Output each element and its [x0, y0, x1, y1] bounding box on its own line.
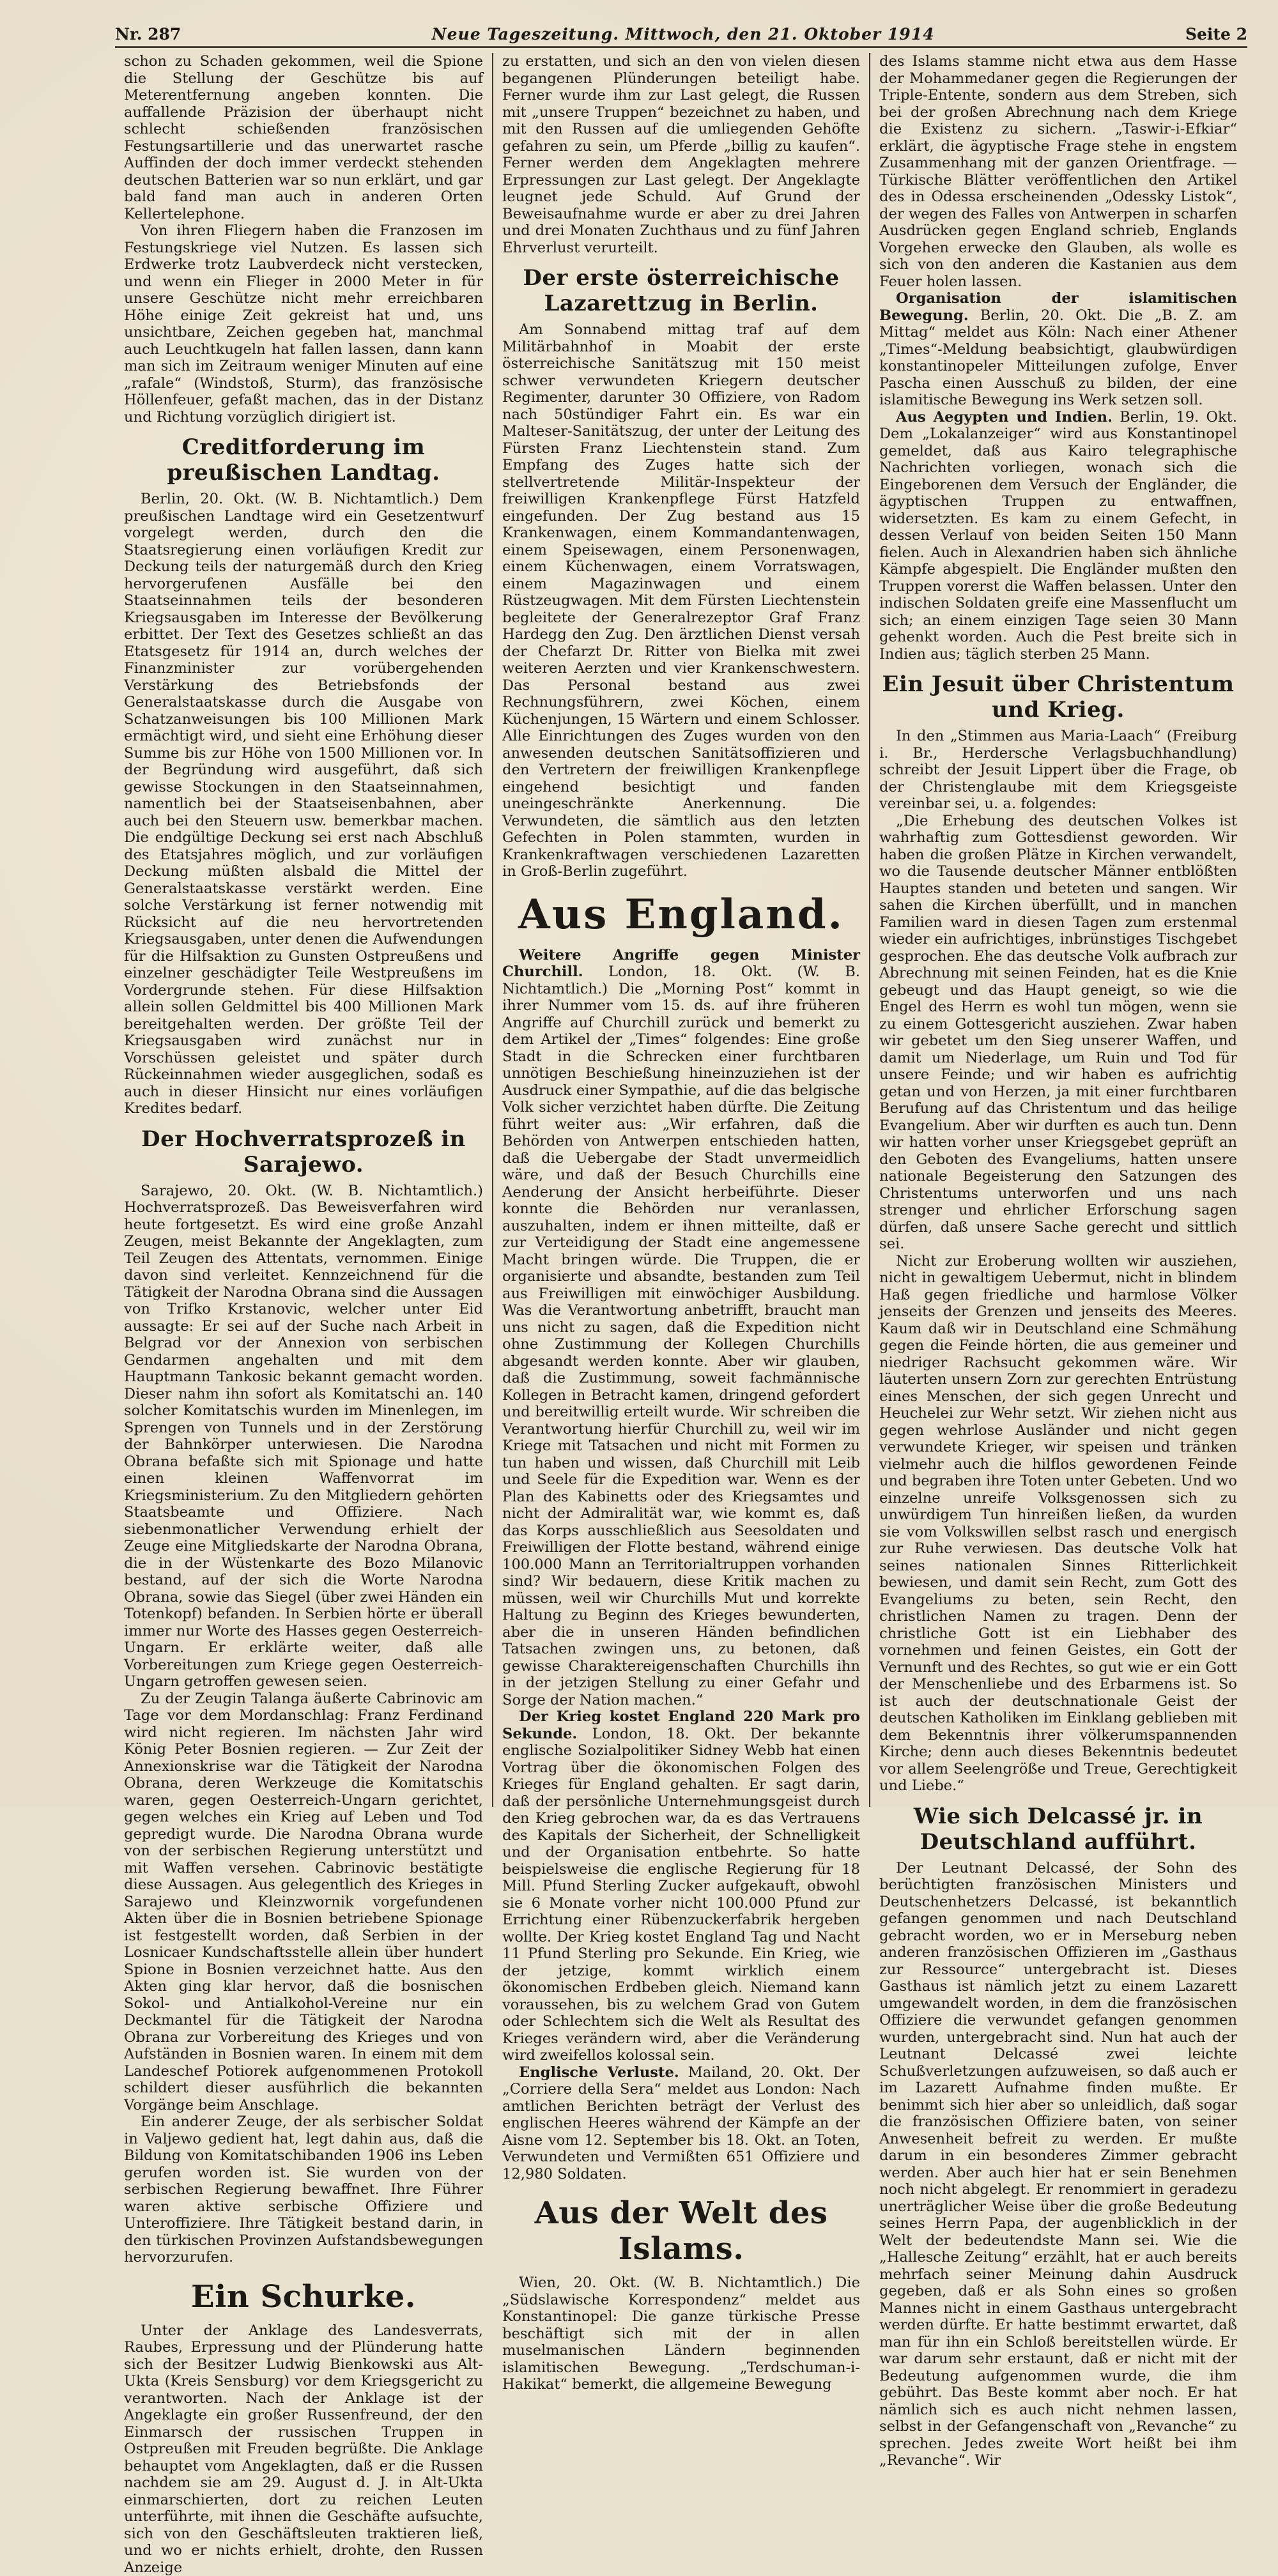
article-text: Berlin, 20. Okt. (W. B. Nichtamtlich.) Dem preußischen Landtage wird ein Gesetzentwurf vorgelegt werden, durch den die Staatsregierung einen vorläufigen Kredit zur Deckung teils der naturgemäß durch den Krieg hervorgerufenen Ausfälle bei den Staatseinnahmen teils der besonderen Kriegsausgaben im Interesse der Bevölkerung erbittet. Der Text des Gesetzes schließt an das Etatsgesetz für 1914 an, durch welches der Finanzminister zur vorübergehenden Verstärkung des Betriebsfonds der Generalstaatskasse durch die Ausgabe von Schatzanweisungen bis 100 Millionen Mark ermächtigt wird, und sieht eine Erhöhung dieser Summe bis zur Höhe von 1500 Millionen vor. In der Begründung wird ausgeführt, daß sich gewisse Stockungen in den Staatseinnahmen, namentlich bei der Staatseisenbahnen, aber auch bei den Steuern usw. bemerkbar machen. Die endgültige Deckung sei erst nach Abschluß des Etatsjahres möglich, und zur vorläufigen Deckung müßten alsbald die Mittel der Generalstaatskasse verstärkt werden. Eine solche Verstärkung ist ferner notwendig mit Rücksicht auf die neu hervortretenden Kriegsausgaben, unter denen die Aufwendungen für die Hilfsaktion zu Gunsten Ostpreußens und einzelner geschädigter Teile Westpreußens im Vordergrunde stehen. Für diese Hilfsaktion allein sollen Geldmittel bis 400 Millionen Mark bereitgehalten werden. Der größte Teil der Kriegsausgaben wird zunächst nur in Vorschüssen geleistet und später durch Rückeinnahmen wieder ausgeglichen, sodaß es auch in dieser Hinsicht nur eines vorläufigen Kredites bedarf. [124, 491, 483, 1117]
column-2 [492, 53, 869, 1807]
article-text: Mailand, 20. Okt. Der „Corriere della Sera“ meldet aus London: Nach amtlichen Berichten beträgt der Verlust des englischen Heeres während der Kämpfe an der Aisne vom 12. September bis 18. Okt. an Toten, Verwundeten und Vermißten 651 Offiziere und 12,980 Soldaten. [502, 2064, 860, 2182]
page-number: Seite 2 [1185, 25, 1247, 43]
headline: Ein Jesuit über Christentum und Krieg. [879, 671, 1237, 723]
headline: Creditforderung im preußischen Landtag. [124, 434, 483, 486]
article-text: Von ihren Fliegern haben die Franzosen im Festungskriege viel Nutzen. Es lassen sich Erdwerke trotz Laubverdeck nicht verstecken, und wenn ein Flieger in 2000 Meter in für unsere Geschütze nicht mehr erreichbaren Höhe einige Zeit gekreist hat und, uns unsichtbare, Zeichen gegeben hat, manchmal auch Leuchtkugeln hat fallen lassen, dann kann man sich im Zeitraum weniger Minuten auf eine „rafale“ (Windstoß, Sturm), das französische Höllenfeuer, gefaßt machen, das in der Distanz und Richtung vorzüglich dirigiert ist. [124, 222, 483, 425]
subheading: Der Krieg kostet England 220 Mark pro Sekunde. [502, 1708, 860, 1742]
headline: Der Hochverratsprozeß in Sarajewo. [124, 1126, 483, 1177]
subheading: Englische Verluste. [519, 2064, 679, 2081]
subheading: Weitere Angriffe gegen Minister Churchill. [502, 947, 860, 981]
article-text: Ein anderer Zeuge, der als serbischer Soldat in Valjewo gedient hat, legt dahin aus, daß die Bildung von Komitatschibanden 1906 ins Leben gerufen worden ist. Sie wurden von der serbischen Regierung bewaffnet. Ihre Führer waren aktive serbische Offiziere und Unteroffiziere. Ihre Tätigkeit bestand darin, in den türkischen Provinzen Aufstandsbewegungen hervorzurufen. [124, 2113, 483, 2266]
article-text: zu erstatten, und sich an den von vielen diesen begangenen Plünderungen beteiligt habe. Ferner wurde ihm zur Last gelegt, die Russen mit „unsere Truppen“ bezeichnet zu haben, und mit den Russen auf die umliegenden Gehöfte gefahren zu sein, um Pferde „billig zu kaufen“. Ferner werden dem Angeklagten mehrere Erpressungen zur Last gelegt. Der Angeklagte leugnet jede Schuld. Auf Grund der Beweisaufnahme wurde er aber zu drei Jahren und drei Monaten Zuchthaus und zu fünf Jahren Ehrverlust verurteilt. [502, 53, 860, 256]
page-header [115, 14, 1247, 48]
headline: Aus der Welt des Islams. [502, 2195, 860, 2267]
headline: Aus England. [502, 892, 860, 938]
article-text: des Islams stamme nicht etwa aus dem Hasse der Mohammedaner gegen die Regierungen der Triple-Entente, sondern aus dem Streben, sich bei der großen Abrechnung nach dem Kriege die Existenz zu sichern. „Taswir-i-Efkiar“ erklärt, die ägyptische Frage stehe in engstem Zusammenhang mit der ganzen Orientfrage. — Türkische Blätter veröffentlichen den Artikel des in Odessa erscheinenden „Odessky Listok“, der wegen des Falles von Antwerpen in scharfen Ausdrücken gegen England schrieb, Englands Vorgehen erwecke den Glauben, als wolle es sich von den anderen die Kastanien aus dem Feuer holen lassen. [879, 53, 1237, 290]
subheading: Organisation der islamitischen Bewegung. [879, 290, 1237, 324]
masthead-title: Neue Tageszeitung. Mittwoch, den 21. Oktober 1914 [432, 25, 935, 43]
article-text: schon zu Schaden gekommen, weil die Spione die Stellung der Geschütze bis auf Meterentfernung angeben konnten. Die auffallende Präzision der überhaupt nicht schlecht schießenden französischen Festungsartillerie und das unerwartet rasche Auffinden der doch immer verdeckt stehenden deutschen Batterien war so nun erklärt, und gar bald fand man auch in anderen Orten Kellertelephone. [124, 53, 483, 222]
column-3 [869, 53, 1246, 1807]
headline: Wie sich Delcassé jr. in Deutschland aufführt. [879, 1804, 1237, 1855]
headline: Ein Schurke. [124, 2279, 483, 2315]
article-text: Berlin, 20. Okt. Die „B. Z. am Mittag“ meldet aus Köln: Nach einer Athener „Times“-Meldung beabsichtigt, glaubwürdigen konstantinopeler Mitteilungen zufolge, Enver Pascha einen Ausschuß zu bilden, der eine islamitische Bewegung ins Werk setzen soll. [879, 307, 1237, 409]
issue-number: Nr. 287 [115, 25, 181, 43]
article-text: Wien, 20. Okt. (W. B. Nichtamtlich.) Die „Südslawische Korrespondenz“ meldet aus Konstantinopel: Die ganze türkische Presse beschäftigt sich mit der in allen muselmanischen Ländern beginnenden islamitischen Bewegung. „Terdschuman-i-Hakikat“ bemerkt, die allgemeine Bewegung [502, 2274, 860, 2393]
article-text: In den „Stimmen aus Maria-Laach“ (Freiburg i. Br., Herdersche Verlagsbuchhandlung) schreibt der Jesuit Lippert über die Frage, ob der Christenglaube mit dem Kriegsgeiste vereinbar sei, u. a. folgendes: [879, 728, 1237, 813]
article-text: Am Sonnabend mittag traf auf dem Militärbahnhof in Moabit der erste österreichische Sanitätszug mit 150 meist schwer verwundeten Kriegern deutscher Regimenter, darunter 30 Offiziere, von Radom nach 50stündiger Fahrt ein. Es war ein Malteser-Sanitätszug, der unter der Leitung des Fürsten Franz Liechtenstein stand. Zum Empfang des Zuges hatte sich der stellvertretende Militär-Inspekteur der freiwilligen Krankenpflege Fürst Hatzfeld eingefunden. Der Zug bestand aus 15 Krankenwagen, einem Kommandantenwagen, einem Speisewagen, einem Personenwagen, einem Küchenwagen, einem Vorratswagen, einem Magazinwagen und einem Rüstzeugwagen. Mit dem Fürsten Liechtenstein begleitete der Generalrezeptor Graf Franz Hardegg den Zug. Den ärztlichen Dienst versah der Chefarzt Dr. Ritter von Bielka mit zwei weiteren Aerzten und vier Krankenschwestern. Das Personal bestand aus zwei Rechnungsführern, zwei Köchen, einem Küchenjungen, 15 Wärtern und einem Schlosser. Alle Einrichtungen des Zuges wurden von den anwesenden deutschen Sanitätsoffizieren und den Vertretern der freiwilligen Krankenpflege eingehend besichtigt und fanden uneingeschränkte Anerkennung. Die Verwundeten, die sämtlich aus den letzten Gefechten in Polen stammten, wurden in Krankenkraftwagen verschiedenen Lazaretten in Groß-Berlin zugeführt. [502, 321, 860, 880]
headline: Der erste österreichische Lazarettzug in Berlin. [502, 265, 860, 316]
subheading: Aus Aegypten und Indien. [896, 409, 1112, 425]
article-text: Sarajewo, 20. Okt. (W. B. Nichtamtlich.) Hochverratsprozeß. Das Beweisverfahren wird heute fortgesetzt. Es wird eine große Anzahl Zeugen, meist Bekannte der Angeklagten, zum Teil Zeugen des Attentats, vernommen. Einige davon sind verleitet. Kennzeichnend für die Tätigkeit der Narodna Obrana sind die Aussagen von Trifko Krstanovic, welcher unter Eid aussagte: Er sei auf der Suche nach Arbeit in Belgrad vor der Annexion von serbischen Gendarmen angehalten und mit dem Hauptmann Tankosic bekannt gemacht worden. Dieser nahm ihn sofort als Komitatschi an. 140 solcher Komitatschis wurden im Minenlegen, im Sprengen von Tunnels und in der Zerstörung der Bahnkörper unterwiesen. Die Narodna Obrana befaßte sich mit Spionage und hatte einen kleinen Waffenvorrat im Kriegsministerium. Zu den Mitgliedern gehörten Staatsbeamte und Offiziere. Nach siebenmonatlicher Verwendung erhielt der Zeuge eine Mitgliedskarte der Narodna Obrana, die in der Wüstenkarte des Bozo Milanovic bestand, auf der sich die Worte Narodna Obrana, sowie das Siegel (über zwei Händen ein Totenkopf) befanden. In Serbien hörte er überall immer nur Worte des Hasses gegen Oesterreich-Ungarn. Er erklärte weiter, daß alle Vorbereitungen zum Kriege gegen Oesterreich-Ungarn getroffen gewesen seien. [124, 1183, 483, 1690]
article-text: Unter der Anklage des Landesverrats, Raubes, Erpressung und der Plünderung hatte sich der Besitzer Ludwig Bienkowski aus Alt-Ukta (Kreis Sensburg) vor dem Kriegsgericht zu verantworten. Nach der Anklage ist der Angeklagte ein großer Russenfreund, der den Einmarsch der russischen Truppen in Ostpreußen mit Freuden begrüßte. Die Anklage behauptet vom Angeklagten, daß er die Russen nachdem sie am 29. August d. J. in Alt-Ukta einmarschierten, dort zu reichen Leuten unterführte, mit ihnen die Geschäfte aufsuchte, sich von den Geschäftsleuten traktieren ließ, und wo er nichts erhielt, drohte, den Russen Anzeige [124, 2322, 483, 2576]
article-text: Zu der Zeugin Talanga äußerte Cabrinovic am Tage vor dem Mordanschlag: Franz Ferdinand wird nicht regieren. Im nächsten Jahr wird König Peter Bosnien regieren. — Zur Zeit der Annexionskrise war die Tätigkeit der Narodna Obrana, deren Werkzeuge die Komitatschis waren, gegen Oesterreich-Ungarn gerichtet, gegen welches ein Krieg auf Leben und Tod gepredigt wurde. Die Narodna Obrana wurde von der serbischen Regierung unterstützt und mit Waffen versehen. Cabrinovic bestätigte diese Aussagen. Aus gelegentlich des Krieges in Sarajewo und Kleinzwornik vorgefundenen Akten über die in Bosnien betriebene Spionage ist festgestellt worden, daß Serbien in der Losnicaer Kundschaftsstelle allein über hundert Spione in Bosnien verzeichnet hatte. Aus den Akten ging klar hervor, daß die bosnischen Sokol- und Antialkohol-Vereine nur ein Deckmantel für die Tätigkeit der Narodna Obrana zur Vorbereitung des Krieges und von Aufständen in Bosnien waren. In einem mit dem Landeschef Potiorek aufgenommenen Protokoll schildert dieser ausführlich die bekannten Vorgänge beim Anschlage. [124, 1690, 483, 2114]
article-text: „Die Erhebung des deutschen Volkes ist wahrhaftig zum Gottesdienst geworden. Wir haben die großen Plätze in Kirchen verwandelt, wo die Tausende deutscher Männer entblößten Hauptes standen und beteten und sangen. Wir sahen die Kirchen überfüllt, und in manchen Familien ward in diesen Tagen zum erstenmal wieder ein aufrichtiges, inbrünstiges Tischgebet gesprochen. Ehe das deutsche Volk aufbrach zur Abrechnung mit seinen Feinden, hat es die Knie gebeugt und das Haupt geneigt, so wie die Engel des Herrn es wohl tun mögen, wenn sie zu einem Gottesgericht ausziehen. Zwar haben wir gebetet um den Sieg unserer Waffen, und damit um Niederlage, um Ruin und Tod für unsere Feinde; und wir haben es aufrichtig getan und von Herzen, ja mit einer furchtbaren Berufung auf das Christentum und das heilige Evangelium. Aber wir durften es auch tun. Denn wir hatten vorher unser Kriegsgebet geprüft an den Geboten des Evangeliums, hatten unsere nationale Begeisterung den Satzungen des Christentums unterworfen und uns nach strenger und ehrlicher Erforschung sagen dürfen, daß unsere Sache gerecht und sittlich sei. [879, 813, 1237, 1253]
article-text: Berlin, 19. Okt. Dem „Lokalanzeiger“ wird aus Konstantinopel gemeldet, daß aus Kairo telegraphische Nachrichten vorliegen, wonach sich die Eingeborenen dem Versuch der Engländer, die ägyptischen Truppen zu entwaffnen, widersetzten. Es kam zu einem Gefecht, in dessen Verlauf von beiden Seiten 150 Mann fielen. Auch in Alexandrien haben sich ähnliche Kämpfe abgespielt. Die Engländer mußten den Truppen vorerst die Waffen belassen. Unter den indischen Soldaten greife eine Massenflucht um sich; an einem einzigen Tage seien 30 Mann gehenkt worden. Auch die Pest breite sich in Indien aus; täglich sterben 25 Mann. [879, 409, 1237, 663]
column-1 [115, 53, 492, 1807]
article-text: Der Leutnant Delcassé, der Sohn des berüchtigten französischen Ministers und Deutschenhetzers Delcassé, ist bekanntlich gefangen genommen und nach Deutschland gebracht worden, wo er in Merseburg neben anderen französischen Offizieren im „Gasthaus zur Ressource“ untergebracht ist. Dieses Gasthaus ist nämlich jetzt zu einem Lazarett umgewandelt worden, in dem die französischen Offiziere die verwundet gefangen genommen wurden, untergebracht sind. Nun hat auch der Leutnant Delcassé zwei leichte Schußverletzungen aufzuweisen, so daß auch er im Lazarett Aufnahme finden mußte. Er benimmt sich hier aber so unleidlich, daß sogar die französischen Offiziere baten, von seiner Anwesenheit befreit zu werden. Er mußte darum in ein besonderes Zimmer gebracht werden. Aber auch hier hat er sein Benehmen noch nicht abgelegt. Er renommiert in geradezu unerträglicher Weise über die große Bedeutung seines Herrn Papa, der augenblicklich in der Welt der bedeutendste Mann sei. Wie die „Hallesche Zeitung“ erzählt, hat er auch bereits mehrfach seiner Meinung dahin Ausdruck gegeben, daß er als Sohn eines so großen Mannes nicht in einem Gasthaus untergebracht werden dürfte. Er hatte bestimmt erwartet, daß man für ihn ein Schloß bereitstellen würde. Er war darum sehr erstaunt, daß er nicht mit der Bedeutung aufgenommen wurde, die ihm gebührt. Das Beste kommt aber noch. Er hat nämlich sich es auch nicht nehmen lassen, selbst in der Gefangenschaft von „Revanche“ zu sprechen. Jedes zweite Wort heißt bei ihm „Revanche“. Wir [879, 1860, 1237, 2469]
article-text: London, 18. Okt. Der bekannte englische Sozialpolitiker Sidney Webb hat einen Vortrag über die ökonomischen Folgen des Krieges für England gehalten. Er sagt darin, daß der persönliche Unternehmungsgeist durch den Krieg gebrochen war, da es das Vertrauens des Kapitals der Sicherheit, der Schnelligkeit und der Organisation entbehrte. So hatte beispielsweise die englische Regierung für 18 Mill. Pfund Sterling Zucker aufgekauft, obwohl sie 6 Monate vorher nicht 100.000 Pfund zur Errichtung einer Rübenzuckerfabrik hergeben wollte. Der Krieg kostet England Tag und Nacht 11 Pfund Sterling pro Sekunde. Ein Krieg, wie der jetzige, kommt wirklich einem ökonomischen Erdbeben gleich. Niemand kann voraussehen, bis zu welchem Grad von Gutem oder Schlechtem sich die Welt als Resultat des Krieges verändern wird, aber die Veränderung wird zweifellos kolossal sein. [502, 1726, 860, 2064]
article-text: Nicht zur Eroberung wollten wir ausziehen, nicht in gewaltigem Uebermut, nicht in blindem Haß gegen friedliche und harmlose Völker jenseits der Grenzen und jenseits des Meeres. Kaum daß wir in Deutschland eine Schmähung gegen die Feinde hörten, die aus gemeiner und niedriger Rachsucht gekommen wäre. Wir läuterten unsern Zorn zur gerechten Entrüstung eines Menschen, der sich gegen Unrecht und Heuchelei zur Wehr setzt. Wir ziehen nicht aus gegen wehrlose Ausländer und nicht gegen verwundete Krieger, wir speisen und tränken vielmehr auch die hilflos gewordenen Feinde und begraben ihre Toten unter Gebeten. Und wo einzelne unreife Volksgenossen sich zu unwürdigem Tun hinreißen ließen, da wurden sie vom Volkswillen selbst rasch und energisch zur Ruhe verwiesen. Das deutsche Volk hat seines nationalen Sinnes Ritterlichkeit bewiesen, und damit sein Recht, zum Gott des Evangeliums zu beten, sein Recht, den christlichen Namen zu tragen. Denn der christliche Gott ist ein Liebhaber des vornehmen und feinen Geistes, ein Gott der Vernunft und des Rechtes, so gut wie er ein Gott der Menschenliebe und des Erbarmens ist. So ist auch der deutschnationale Geist der deutschen Katholiken im Einklang geblieben mit dem Bekenntnis ihrer völkerumspannenden Kirche; denn auch dieses Bekenntnis bedeutet vor allem Seelengröße und Treue, Gerechtigkeit und Liebe.“ [879, 1253, 1237, 1795]
columns [115, 53, 1247, 1807]
article-text: London, 18. Okt. (W. B. Nichtamtlich.) Die „Morning Post“ kommt in ihrer Nummer vom 15. ds. auf ihre früheren Angriffe auf Churchill zurück und bemerkt zu dem Artikel der „Times“ folgendes: Eine große Stadt in die Schrecken einer furchtbaren unnötigen Beschießung hineinzuziehen ist der Ausdruck einer Sympathie, auf die das belgische Volk sicher verzichtet haben dürfte. Die Zeitung führt weiter aus: „Wir erfahren, daß die Behörden von Antwerpen entschieden hatten, daß die Uebergabe der Stadt unvermeidlich wäre, und daß der Besuch Churchills eine Aenderung der Ansicht herbeiführte. Dieser konnte die Behörden nur veranlassen, auszuhalten, indem er ihnen mitteilte, daß er zur Verteidigung der Stadt eine angemessene Macht bringen würde. Die Truppen, die er organisierte und absandte, bestanden zum Teil aus Freiwilligen mit einwöchiger Ausbildung. Was die Verantwortung anbetrifft, braucht man uns nicht zu sagen, daß die Expedition nicht ohne Zustimmung der Kollegen Churchills abgesandt werden konnte. Aber wir glauben, daß die Zustimmung, soweit fachmännische Kollegen in Betracht kamen, dringend gefordert und bereitwillig erteilt wurde. Wir schreiben die Verantwortung hierfür Churchill zu, weil wir im Kriege mit Tatsachen und nicht mit Formen zu tun haben und wissen, daß Churchill mit Leib und Seele für die Expedition war. Wenn es der Plan des Kabinetts oder des Kriegsamtes und nicht der Admiralität war, wie kommt es, daß das Korps ausschließlich aus Seesoldaten und Freiwilligen der Flotte bestand, während einige 100.000 Mann an Territorialtruppen vorhanden sind? Wir bedauern, diese Kritik machen zu müssen, weil wir Churchills Mut und korrekte Haltung zu Beginn des Krieges bewunderten, aber die in unseren Händen befindlichen Tatsachen zwingen uns, zu betonen, daß gewisse Charaktereigenschaften Churchills ihn in der jetzigen Stellung zu einer Gefahr und Sorge der Nation machen.“ [502, 963, 860, 1708]
